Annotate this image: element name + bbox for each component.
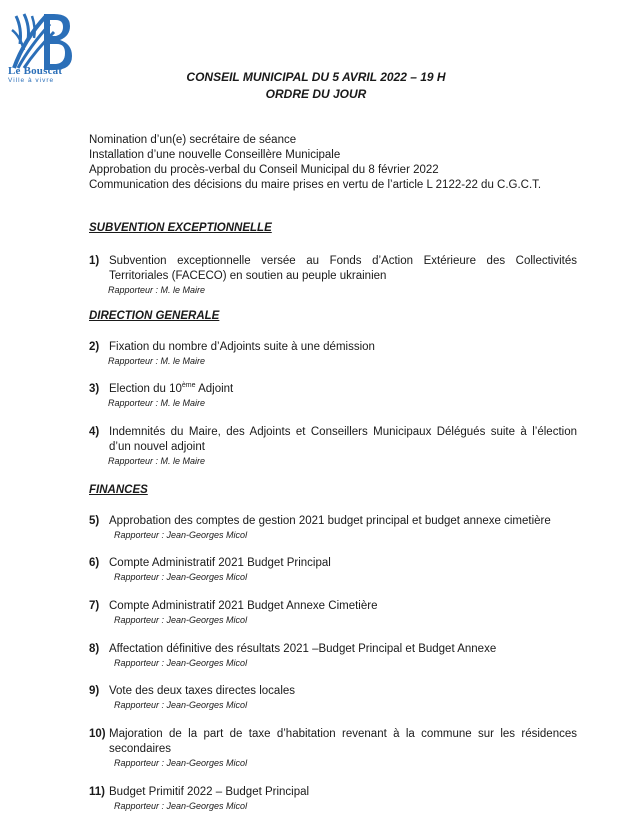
item-text: Affectation définitive des résultats 2021 –Budget Principal et Budget Annexe xyxy=(109,643,497,655)
item-text: Subvention exceptionnelle versée au Fonds d’Action Extérieure des Collectivités Territoriales (FACECO) en soutien au peuple ukrainien xyxy=(109,255,577,282)
agenda-item-6 xyxy=(89,556,577,583)
item-rapporteur: Rapporteur : M. le Maire xyxy=(108,456,206,466)
agenda-item-4 xyxy=(89,425,577,467)
agenda-item-10 xyxy=(89,727,577,769)
item-text: Budget Primitif 2022 – Budget Principal xyxy=(109,786,310,798)
document-title: CONSEIL MUNICIPAL DU 5 AVRIL 2022 – 19 H xyxy=(186,70,446,84)
agenda-item-8 xyxy=(89,642,577,669)
item-text xyxy=(109,382,577,397)
logo-tagline: Ville à vivre xyxy=(8,77,55,84)
item-rapporteur: Rapporteur : Jean-Georges Micol xyxy=(114,758,248,768)
item-rapporteur: Rapporteur : M. le Maire xyxy=(108,285,206,295)
intro-line: Approbation du procès-verbal du Conseil Municipal du 8 février 2022 xyxy=(89,164,439,176)
item-rapporteur: Rapporteur : M. le Maire xyxy=(108,398,206,408)
document-subtitle: ORDRE DU JOUR xyxy=(265,87,367,101)
item-number: 4) xyxy=(89,426,100,438)
item-number: 6) xyxy=(89,557,100,569)
intro-line: Nomination d’un(e) secrétaire de séance xyxy=(89,134,297,146)
intro-line: Installation d’une nouvelle Conseillère Municipale xyxy=(89,149,341,161)
item-text: Vote des deux taxes directes locales xyxy=(109,685,296,697)
item-number: 8) xyxy=(89,643,100,655)
item-text-superscript: ème xyxy=(181,382,196,390)
section-heading-finances: FINANCES xyxy=(89,484,148,496)
item-rapporteur: Rapporteur : Jean-Georges Micol xyxy=(114,801,248,811)
item-number: 5) xyxy=(89,515,100,527)
item-text: Approbation des comptes de gestion 2021 budget principal et budget annexe cimetière xyxy=(109,515,551,527)
agenda-item-9 xyxy=(89,684,577,711)
item-rapporteur: Rapporteur : Jean-Georges Micol xyxy=(114,700,248,710)
item-text: Compte Administratif 2021 Budget Principal xyxy=(109,557,331,569)
item-rapporteur: Rapporteur : M. le Maire xyxy=(108,356,206,366)
item-rapporteur: Rapporteur : Jean-Georges Micol xyxy=(114,615,248,625)
intro-line: Communication des décisions du maire prises en vertu de l’article L 2122-22 du C.G.C.T. xyxy=(89,179,542,191)
item-text: Indemnités du Maire, des Adjoints et Conseillers Municipaux Délégués suite à l’élection d’un nouvel adjoint xyxy=(109,426,577,453)
item-number: 2) xyxy=(89,341,100,353)
item-number: 9) xyxy=(89,685,100,697)
intro-list xyxy=(89,133,541,193)
agenda-item-1 xyxy=(89,254,577,296)
item-text: Fixation du nombre d’Adjoints suite à une démission xyxy=(109,341,375,353)
item-number: 11) xyxy=(89,786,105,798)
agenda-item-2 xyxy=(89,340,577,367)
item-number: 1) xyxy=(89,255,100,267)
agenda-item-7 xyxy=(89,599,577,626)
section-heading-subvention: SUBVENTION EXCEPTIONNELLE xyxy=(89,222,272,234)
section-heading-direction-generale: DIRECTION GENERALE xyxy=(89,310,220,322)
logo-emblem-icon xyxy=(10,10,72,72)
item-rapporteur: Rapporteur : Jean-Georges Micol xyxy=(114,572,248,582)
item-text: Compte Administratif 2021 Budget Annexe Cimetière xyxy=(109,600,378,612)
item-number: 3) xyxy=(89,383,100,395)
item-rapporteur: Rapporteur : Jean-Georges Micol xyxy=(114,530,248,540)
item-number: 7) xyxy=(89,600,100,612)
item-rapporteur: Rapporteur : Jean-Georges Micol xyxy=(114,658,248,668)
item-text-part: Election du 10 xyxy=(109,383,182,395)
logo-name: Le Bouscat xyxy=(8,65,63,77)
item-text: Majoration de la part de taxe d’habitation revenant à la commune sur les résidences secondaires xyxy=(109,728,577,755)
agenda-item-5 xyxy=(89,514,577,541)
agenda-item-3 xyxy=(89,382,577,409)
item-text-part: Adjoint xyxy=(195,383,234,395)
agenda-item-11 xyxy=(89,785,577,812)
item-number: 10) xyxy=(89,728,106,740)
